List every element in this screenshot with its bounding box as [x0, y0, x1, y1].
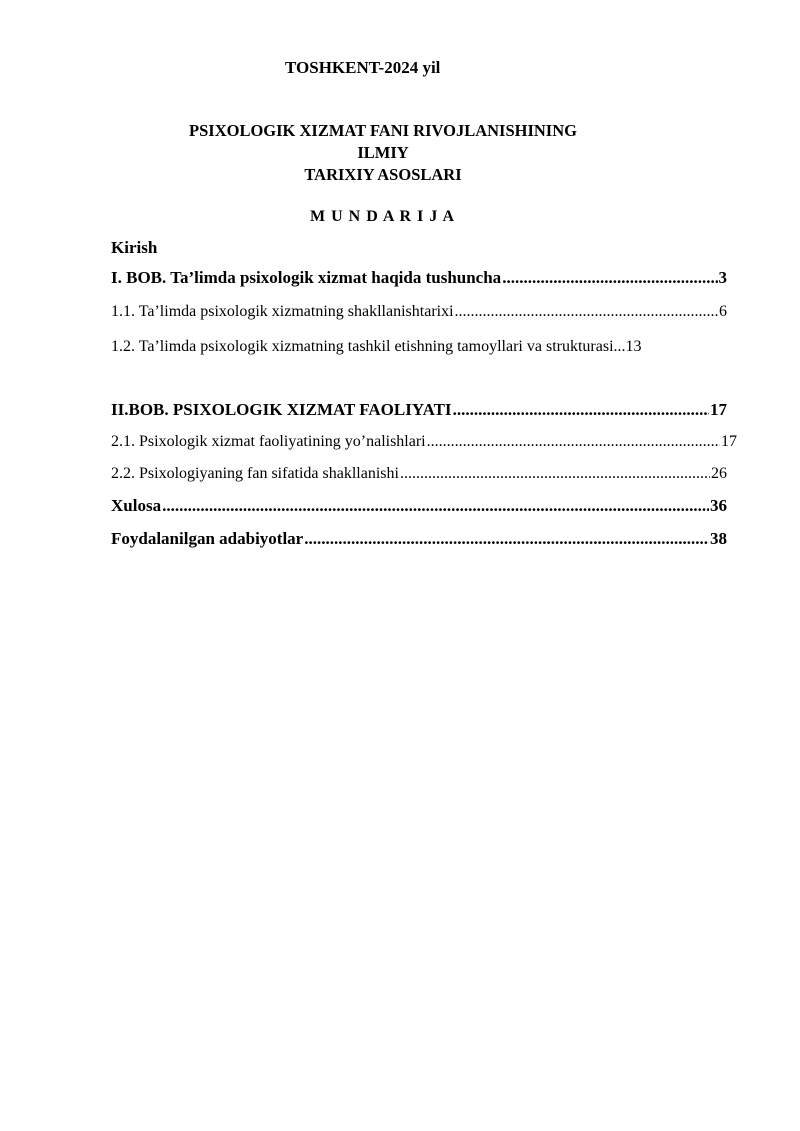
toc-entry-label: I. BOB. Ta’limda psixologik xizmat haqida tushuncha [111, 268, 502, 287]
toc-leader-dots [455, 303, 718, 321]
toc-leader-dots [162, 496, 709, 516]
toc-intro: Kirish [111, 238, 158, 257]
title-line-1: PSIXOLOGIK XIZMAT FANI RIVOJLANISHINING [189, 121, 577, 140]
toc-entry-label: 2.1. Psixologik xizmat faoliyatining yo’nalishlari [111, 433, 426, 450]
toc-leader-dots [427, 433, 720, 451]
toc-leader-dots [453, 400, 709, 420]
toc-leader-dots [304, 529, 709, 549]
toc-entry-label: 1.2. Ta’limda psixologik xizmatning tashkil etishning tamoyllari va strukturasi...13 [111, 338, 642, 355]
toc-entry-chapter-1 [111, 268, 727, 288]
toc-entry-label: Xulosa [111, 496, 162, 515]
toc-leader-dots [400, 465, 710, 483]
toc-entry-page: 17 [710, 400, 727, 419]
toc-entry-chapter-2 [111, 400, 727, 420]
title-line-2: ILMIY [357, 143, 409, 162]
toc-entry-2-1 [111, 433, 737, 451]
toc-entry-conclusion [111, 496, 727, 516]
toc-entry-1-1 [111, 303, 727, 321]
city-year: TOSHKENT-2024 yil [285, 58, 441, 77]
toc-leader-dots [502, 268, 717, 288]
toc-entry-label: 1.1. Ta’limda psixologik xizmatning shakllanishtarixi [111, 303, 454, 320]
toc-entry-page: 6 [719, 303, 727, 320]
document-title [160, 120, 606, 186]
toc-heading: M U N D A R I J A [310, 208, 456, 225]
toc-entry-label: II.BOB. PSIXOLOGIK XIZMAT FAOLIYATI [111, 400, 452, 419]
toc-entry-page: 38 [710, 529, 727, 548]
toc-entry-2-2 [111, 465, 727, 483]
toc-entry-page: 17 [721, 433, 737, 450]
toc-entry-page: 36 [710, 496, 727, 515]
toc-entry-label: Foydalanilgan adabiyotlar [111, 529, 304, 548]
toc-entry-page: 26 [711, 465, 727, 482]
title-line-3: TARIXIY ASOSLARI [304, 165, 462, 184]
toc-entry-references [111, 529, 727, 549]
toc-entry-1-2 [111, 330, 723, 363]
toc-entry-page: 3 [718, 268, 727, 287]
toc-entry-label: 2.2. Psixologiyaning fan sifatida shakllanishi [111, 465, 399, 482]
